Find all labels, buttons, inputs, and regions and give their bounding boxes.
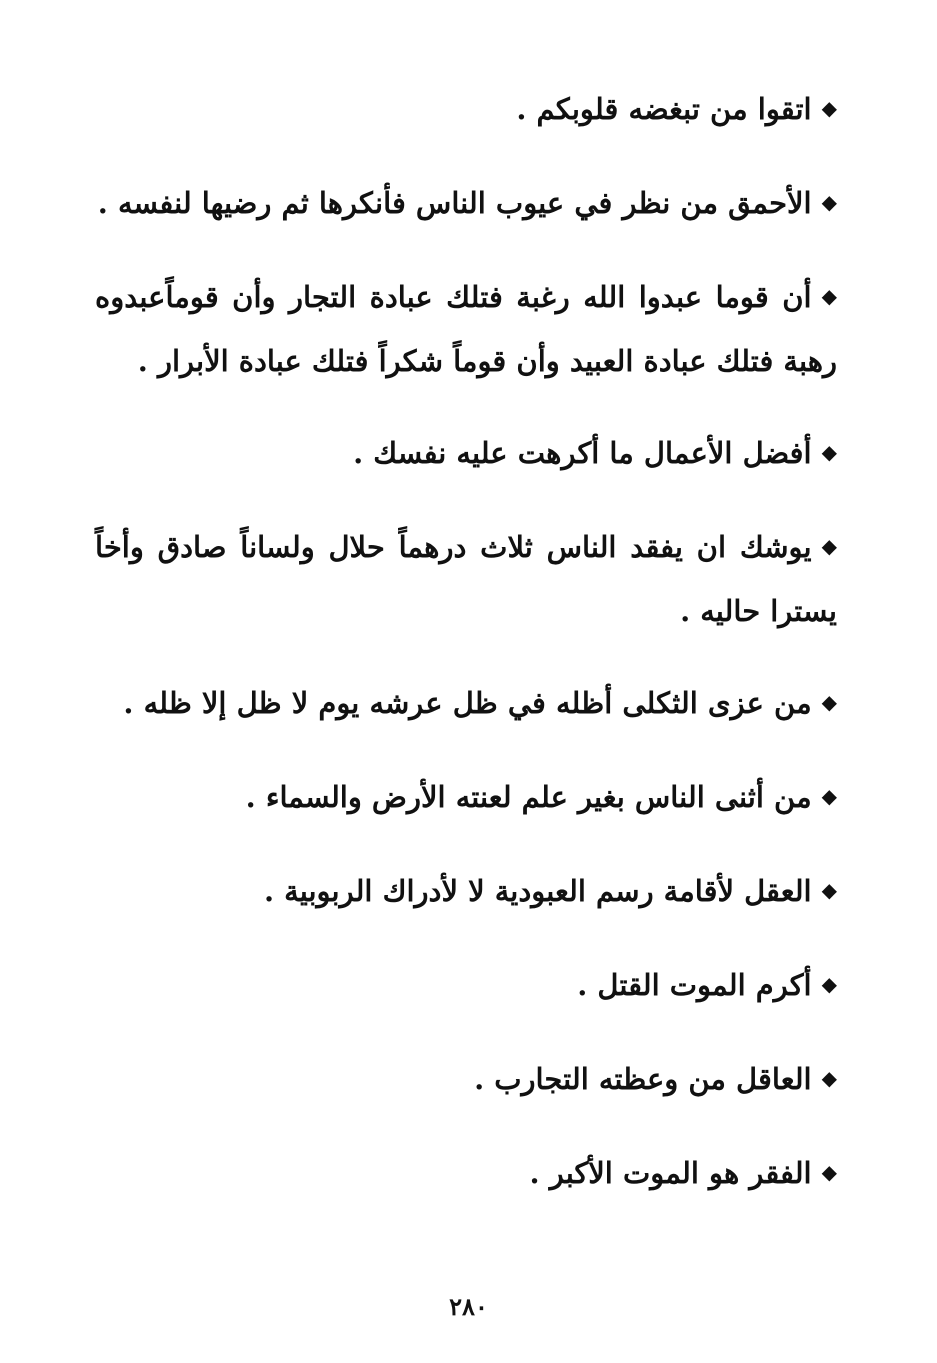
saying-item bbox=[95, 672, 837, 736]
diamond-bullet-icon: ◆ bbox=[821, 972, 837, 996]
saying-text: اتقوا من تبغضه قلوبكم . bbox=[516, 92, 812, 126]
saying-item bbox=[95, 1142, 837, 1206]
saying-text: الأحمق من نظر في عيوب الناس فأنكرها ثم رضيها لنفسه . bbox=[97, 186, 812, 220]
saying-item bbox=[95, 860, 837, 924]
saying-item bbox=[95, 266, 837, 392]
diamond-bullet-icon: ◆ bbox=[821, 534, 837, 558]
saying-text: الفقر هو الموت الأكبر . bbox=[529, 1156, 812, 1190]
saying-item bbox=[95, 1048, 837, 1112]
saying-text: من عزى الثكلى أظله في ظل عرشه يوم لا ظل إلا ظله . bbox=[123, 686, 812, 720]
diamond-bullet-icon: ◆ bbox=[821, 1066, 837, 1090]
saying-text: من أثنى الناس بغير علم لعنته الأرض والسماء . bbox=[245, 780, 812, 814]
saying-item bbox=[95, 516, 837, 642]
saying-text: أن قوما عبدوا الله رغبة فتلك عبادة التجار وأن قوماًعبدوه رهبة فتلك عبادة العبيد وأن قوماً شكراً فتلك عبادة الأبرار . bbox=[95, 280, 837, 378]
saying-item bbox=[95, 78, 837, 142]
saying-text: العاقل من وعظته التجارب . bbox=[474, 1062, 812, 1096]
diamond-bullet-icon: ◆ bbox=[821, 440, 837, 464]
page-number: ٢٨٠ bbox=[449, 1292, 488, 1321]
diamond-bullet-icon: ◆ bbox=[821, 784, 837, 808]
saying-text: أكرم الموت القتل . bbox=[577, 968, 812, 1002]
saying-item bbox=[95, 422, 837, 486]
saying-text: العقل لأقامة رسم العبودية لا لأدراك الربوبية . bbox=[263, 874, 812, 908]
saying-item bbox=[95, 766, 837, 830]
saying-text: يوشك ان يفقد الناس ثلاث درهماً حلال ولساناً صادق وأخاً يسترا حاليه . bbox=[95, 530, 837, 628]
diamond-bullet-icon: ◆ bbox=[821, 878, 837, 902]
diamond-bullet-icon: ◆ bbox=[821, 96, 837, 120]
sayings-list bbox=[95, 78, 837, 1236]
diamond-bullet-icon: ◆ bbox=[821, 690, 837, 714]
saying-text: أفضل الأعمال ما أكرهت عليه نفسك . bbox=[353, 436, 812, 470]
diamond-bullet-icon: ◆ bbox=[821, 1160, 837, 1184]
saying-item bbox=[95, 954, 837, 1018]
saying-item bbox=[95, 172, 837, 236]
diamond-bullet-icon: ◆ bbox=[821, 284, 837, 308]
diamond-bullet-icon: ◆ bbox=[821, 190, 837, 214]
